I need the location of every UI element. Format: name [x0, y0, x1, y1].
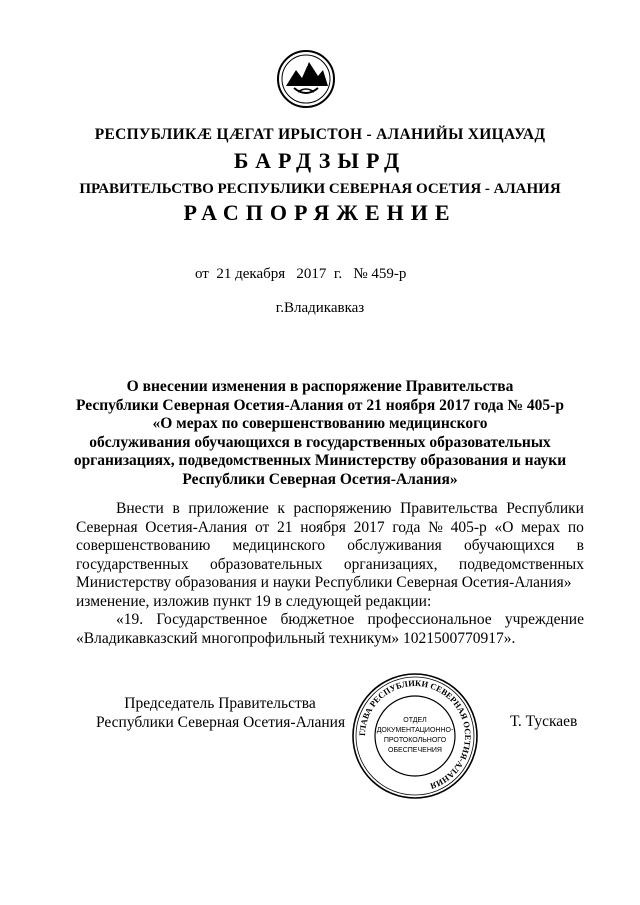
title-line: О внесении изменения в распоряжение Правительства — [126, 378, 514, 395]
title-line: обслуживания обучающихся в государственных образовательных — [89, 433, 551, 451]
document-title — [60, 378, 580, 489]
body-line: государственных образовательных организациях, подведомственных — [76, 555, 584, 573]
city: г.Владикавказ — [275, 300, 365, 316]
stamp-text-line: ПРОТОКОЛЬНОГО — [383, 737, 447, 744]
official-stamp — [350, 672, 480, 800]
header-republic-ossetian: РЕСПУБЛИКӔ ЦӔГАТ ИРЫСТОН - АЛАНИЙЫ ХИЦАУАД — [94, 126, 546, 143]
signatory-position — [96, 694, 344, 732]
title-line: «О мерах по совершенствованию медицинского — [152, 415, 488, 432]
body-line: Министерству образования и науки Республики Северная Осетия-Алания» — [76, 574, 572, 591]
stamp-text-line: ОТДЕЛ — [403, 717, 427, 724]
body-line: «19. Государственное бюджетное профессиональное учреждение — [116, 611, 584, 628]
stamp-text-line: ОБЕСПЕЧЕНИЯ — [388, 747, 442, 754]
stamp-text-line: ДОКУМЕНТАЦИОННО- — [376, 727, 454, 734]
header-doc-type-ossetian: БАРДЗЫРД — [233, 148, 407, 173]
document-body — [76, 500, 584, 648]
body-line: совершенствованию медицинского обслуживания обучающихся в — [76, 537, 584, 554]
body-line: изменение, изложив пункт 19 в следующей редакции: — [76, 592, 432, 610]
svg-text:ГЛАВА РЕСПУБЛИКИ СЕВЕРНАЯ ОСЕТ — [357, 678, 473, 792]
position-line: Республики Северная Осетия-Алания — [96, 714, 346, 731]
title-line: организациях, подведомственных Министерству образования и науки — [73, 452, 567, 469]
title-line: Республики Северная Осетия-Алания от 21 ноября 2017 года № 405-р — [76, 396, 564, 414]
signatory-name: Т. Тускаев — [510, 713, 578, 730]
header-government: ПРАВИТЕЛЬСТВО РЕСПУБЛИКИ СЕВЕРНАЯ ОСЕТИЯ - АЛАНИЯ — [79, 181, 561, 197]
body-line: Внести в приложение к распоряжению Правительства Республики — [116, 500, 584, 517]
body-line: «Владикавказский многопрофильный техникум» 1021500770917». — [76, 629, 516, 647]
stamp-ring-text: ГЛАВА РЕСПУБЛИКИ СЕВЕРНАЯ ОСЕТИЯ-АЛАНИЯ — [356, 677, 474, 792]
header-doc-type: РАСПОРЯЖЕНИЕ — [183, 200, 457, 225]
emblem-logo — [276, 48, 336, 110]
title-line: Республики Северная Осетия-Алания» — [182, 470, 458, 488]
date-number-line: от 21 декабря 2017 г. № 459-р — [195, 266, 407, 282]
position-line: Председатель Правительства — [124, 695, 316, 712]
body-line: Северная Осетия-Алания от 21 ноября 2017 года № 405-р «О мерах по — [76, 518, 584, 536]
